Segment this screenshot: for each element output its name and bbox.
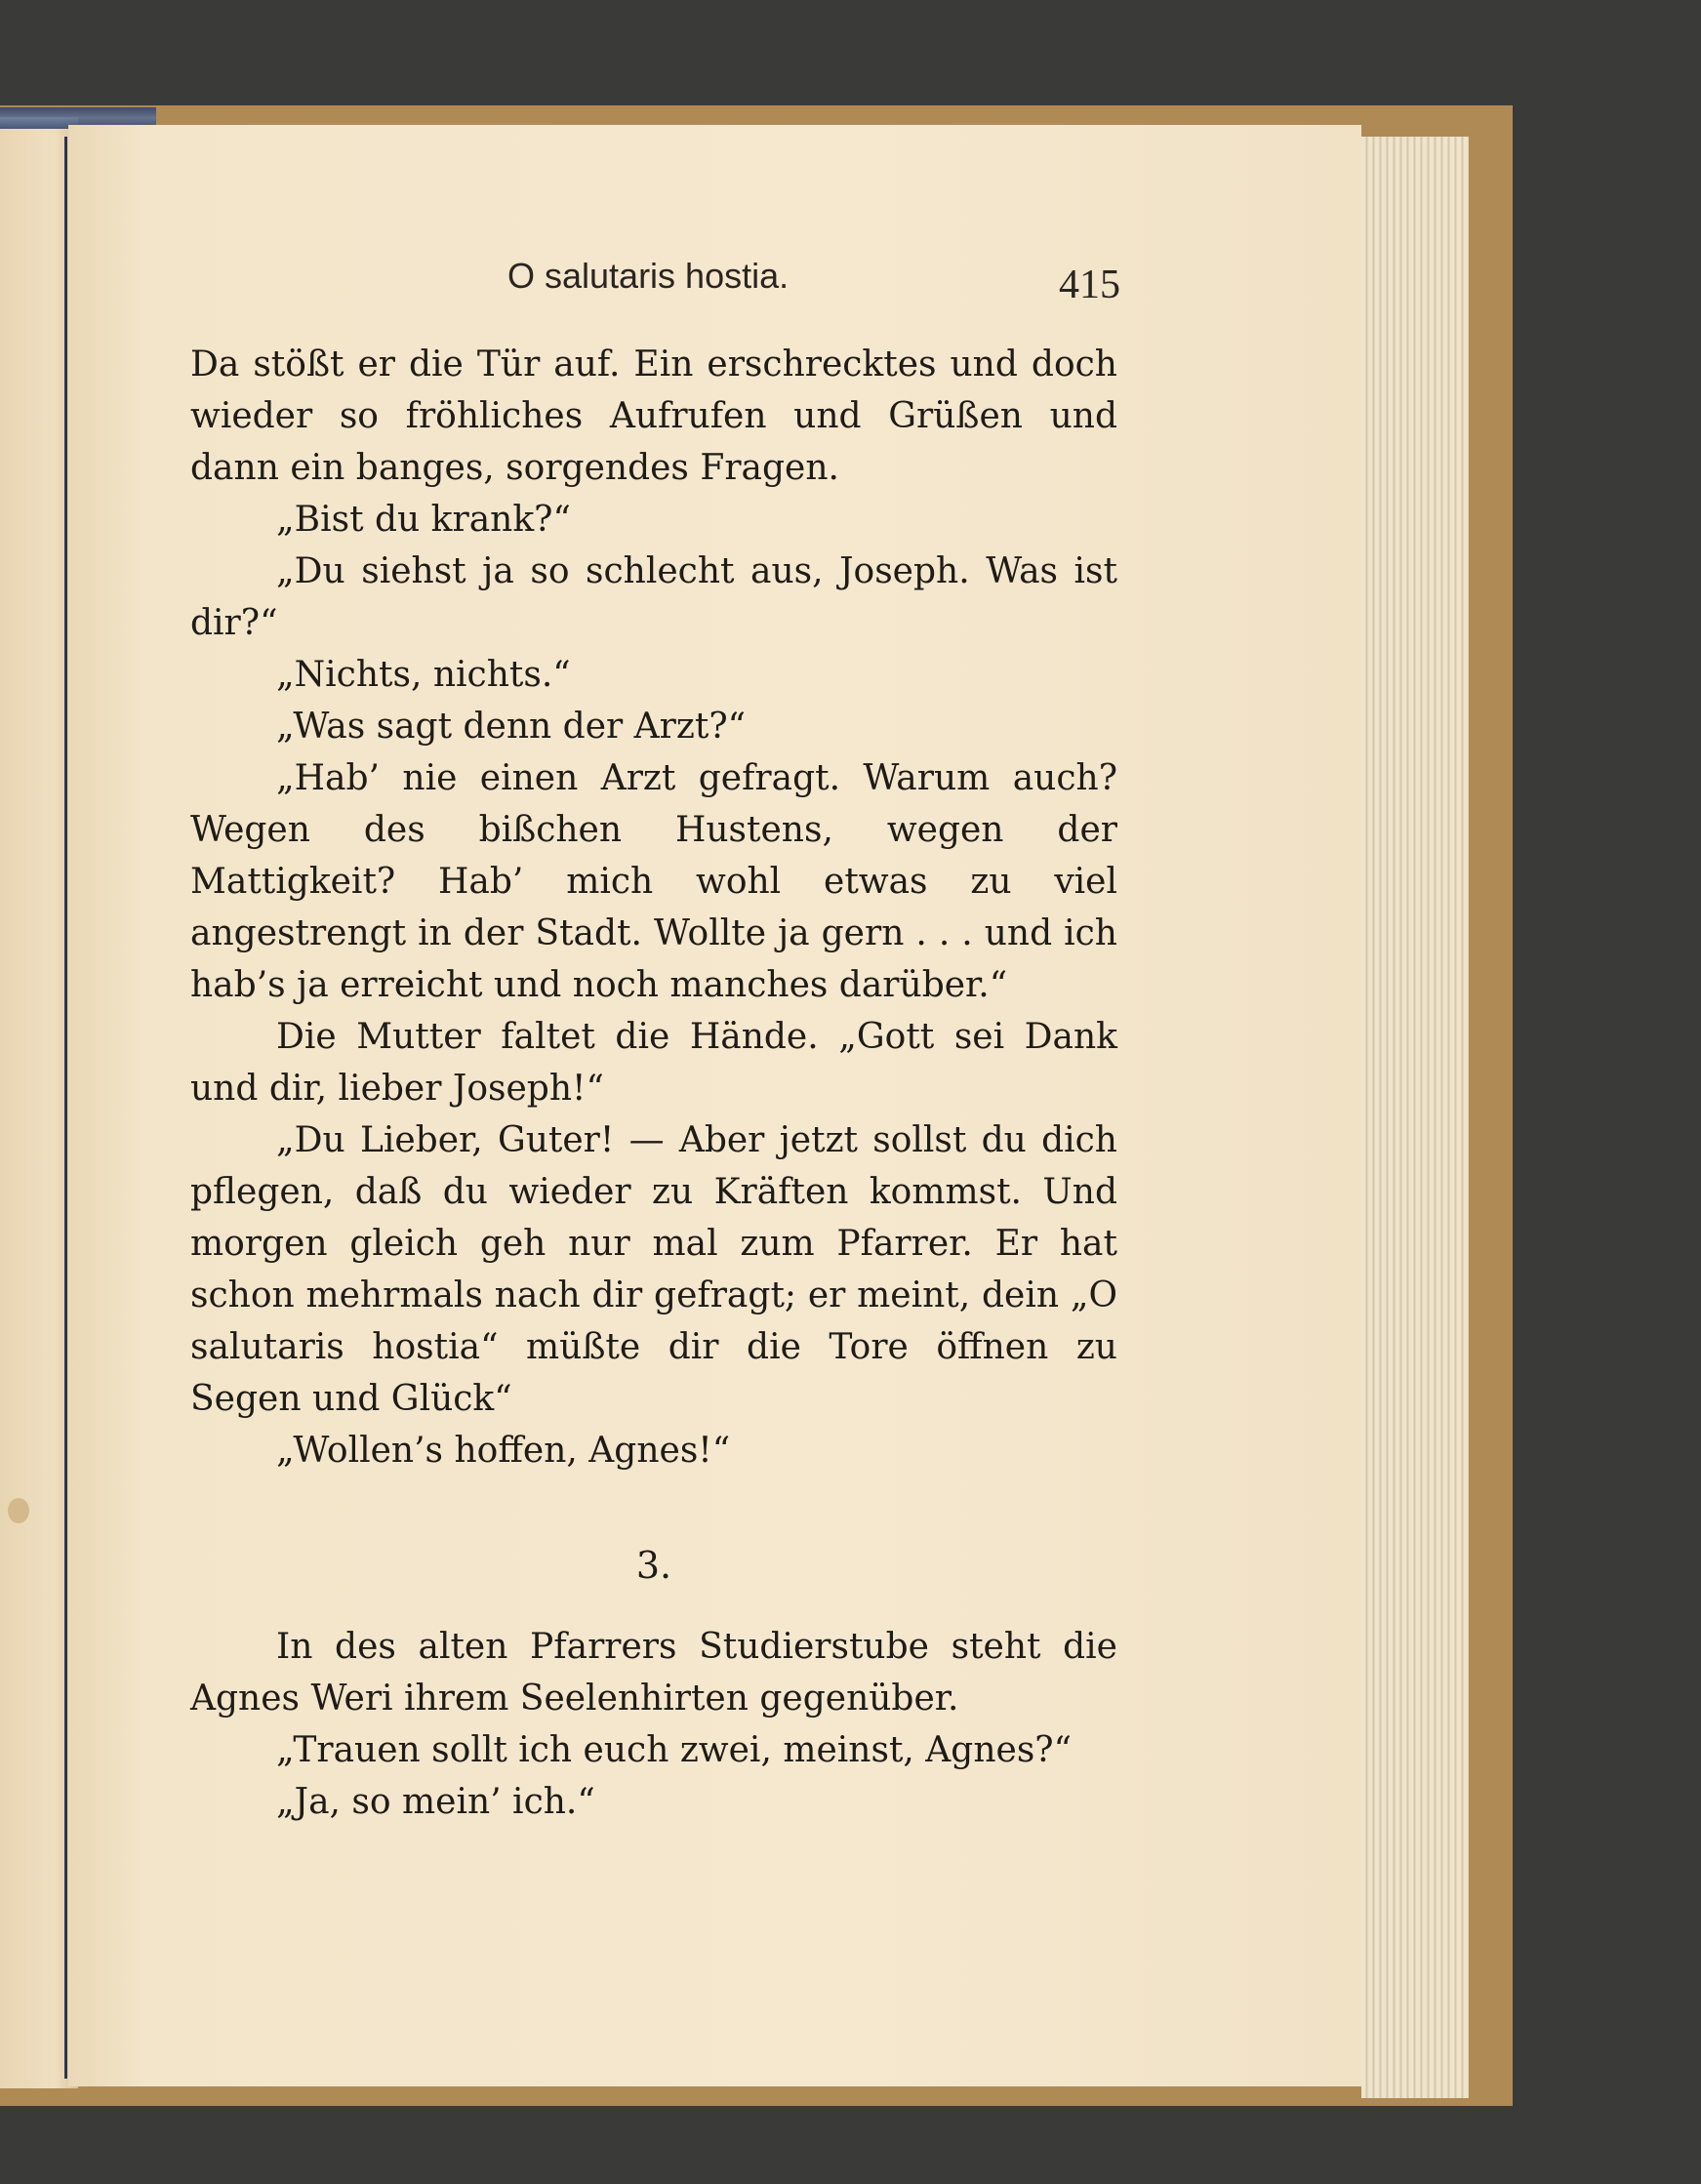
paragraph: In des alten Pfarrers Studierstube steht die Agnes Weri ihrem Seelenhirten gegenüber. <box>190 1627 1117 1719</box>
section-number: 3. <box>635 1544 672 1587</box>
paragraph: „Trauen sollt ich euch zwei, meinst, Agnes?“ <box>276 1730 1073 1770</box>
body-text <box>190 339 1117 1828</box>
paragraph: „Ja, so mein’ ich.“ <box>276 1782 595 1822</box>
paragraph: „Du Lieber, Guter! — Aber jetzt sollst du dich pflegen, daß du wieder zu Kräften kommst. Und morgen gleich geh nur mal zum Pfarrer. Er hat schon mehrmals nach dir gefragt; er meint, dein „O salutaris hostia“ müßte dir die Tore öffnen zu Segen und Glück“ <box>190 1120 1117 1419</box>
paragraph: „Bist du krank?“ <box>276 500 571 540</box>
paragraph: „Wollen’s hoffen, Agnes!“ <box>276 1431 731 1471</box>
paragraph: „Nichts, nichts.“ <box>276 655 571 695</box>
page-stack-edges <box>1361 137 1469 2098</box>
paragraph: „Du siehst ja so schlecht aus, Joseph. Was ist dir?“ <box>190 551 1117 643</box>
paragraph: Da stößt er die Tür auf. Ein erschrecktes und doch wieder so fröhliches Aufrufen und Grüßen und dann ein banges, sorgendes Fragen. <box>190 344 1117 488</box>
running-title: O salutaris hostia. <box>507 256 790 296</box>
paragraph: „Hab’ nie einen Arzt gefragt. Warum auch? Wegen des bißchen Hustens, wegen der Mattigkeit? Hab’ mich wohl etwas zu viel angestrengt in der Stadt. Wollte ja gern . . . und ich hab’s ja erreicht und noch manches darüber.“ <box>190 758 1117 1005</box>
paragraph: „Was sagt denn der Arzt?“ <box>276 707 747 747</box>
paper-stain <box>8 1498 29 1523</box>
paragraph: Die Mutter faltet die Hände. „Gott sei Dank und dir, lieber Joseph!“ <box>190 1017 1117 1109</box>
book-gutter-line <box>64 137 67 2079</box>
page-number: 415 <box>1059 263 1120 307</box>
